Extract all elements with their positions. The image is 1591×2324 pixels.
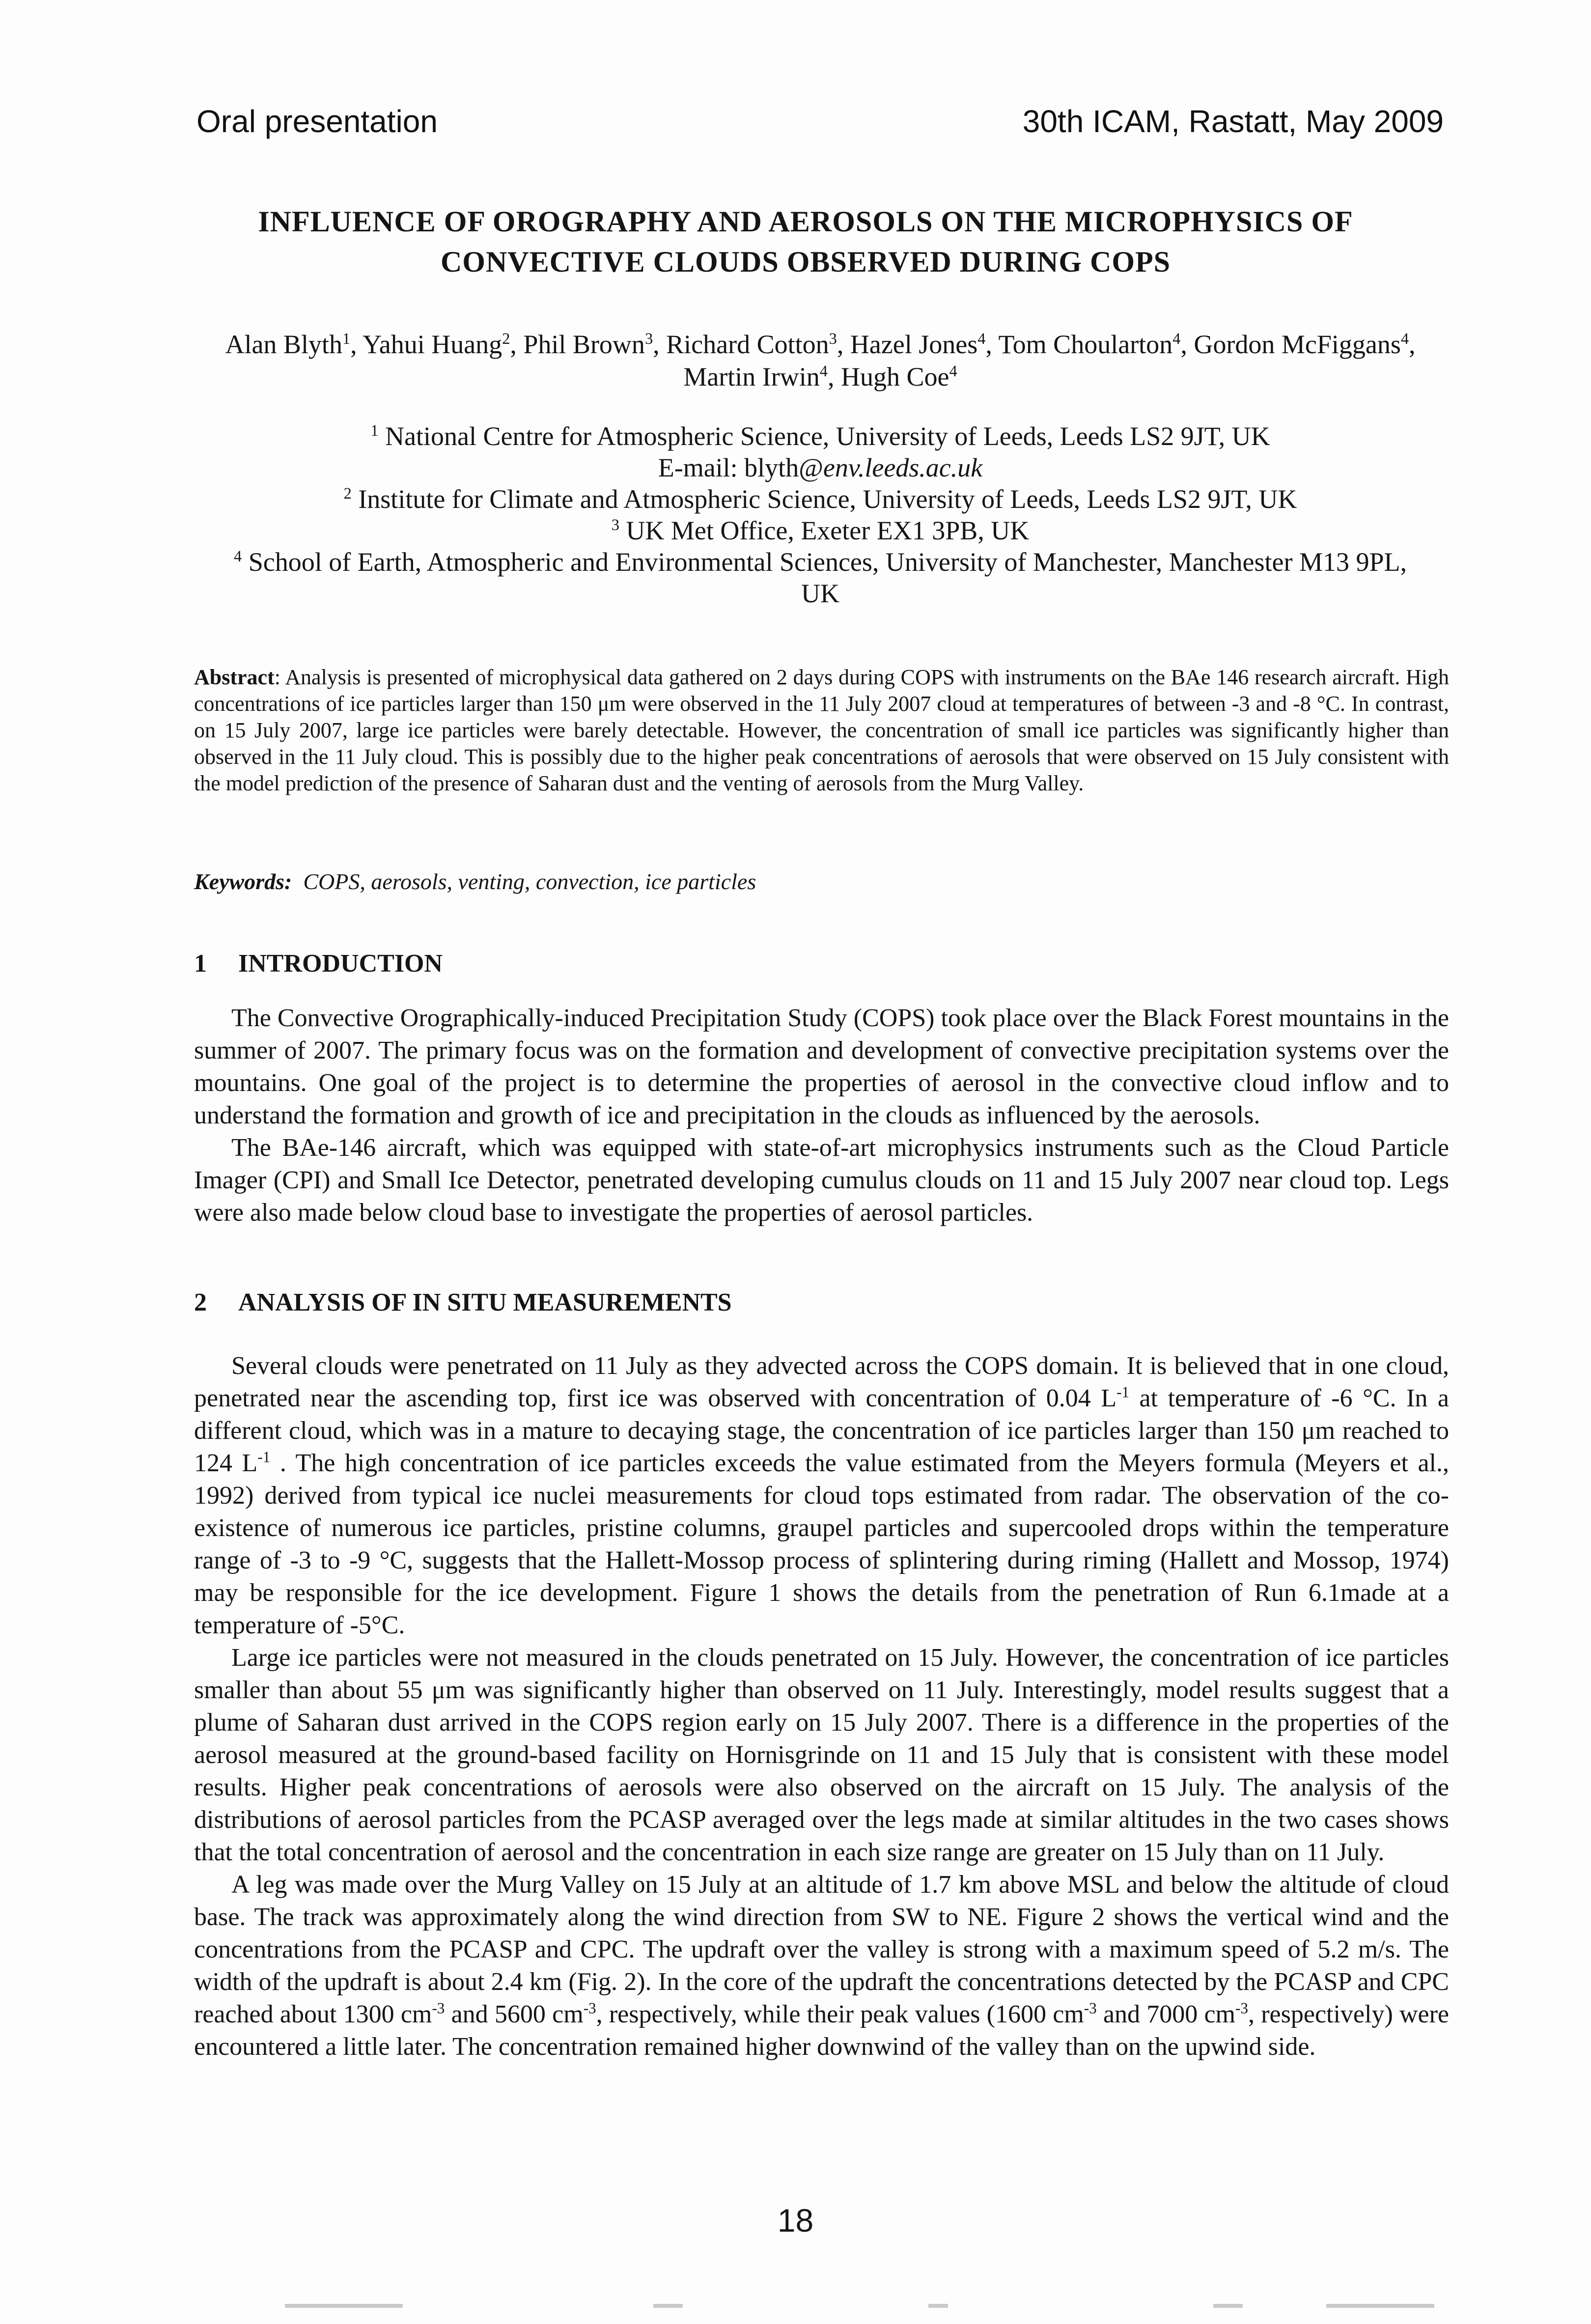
abstract [194,664,1449,797]
paragraph: Large ice particles were not measured in the clouds penetrated on 15 July. However, the concentration of ice particles smaller than about 55 μm was significantly higher than observed on 11 July. Interestingly, model results suggest that a plume of Saharan dust arrived in the COPS region early on 15 July 2007. There is a difference in the properties of the aerosol measured at the ground-based facility on Hornisgrinde on 11 and 15 July that is consistent with these model results. Higher peak concentrations of aerosols were also observed on the aircraft on 15 July. The analysis of the distributions of aerosol particles from the PCASP averaged over the legs made at similar altitudes in the two cases shows that the total concentration of aerosol and the concentration in each size range are greater on 15 July than on 11 July. [194,1644,1449,1866]
affiliation-1: $^1$ National Centre for Atmospheric Science, University of Leeds, Leeds LS2 9JT, UK [370,421,1270,451]
keywords-label: Keywords: [194,869,292,894]
affiliation-2: $^2$ Institute for Climate and Atmospheric Science, University of Leeds, Leeds LS2 9JT, UK [343,484,1297,514]
author: Alan Blyth [225,330,342,359]
author: Gordon McFiggans [1194,330,1401,359]
page-number: 18 [777,2202,814,2239]
paragraph: A leg was made over the Murg Valley on 15 July at an altitude of 1.7 km above MSL and below the altitude of cloud base. The track was approximately along the wind direction from SW to NE. Figure 2 shows the vertical wind and the concentrations from the PCASP and CPC. The updraft over the valley is strong with a maximum speed of 5.2 m/s. The width of the updraft is about 2.4 km (Fig. 2). In the core of the updraft the concentrations detected by the PCASP and CPC reached about 1300 $cm^{-3}$ and 5600 $cm^{-3}$, respectively, while their peak values (1600 $cm^{-3}$ and 7000 $cm^{-3}$, respectively) were encountered a little later. The concentration remained higher downwind of the valley than on the upwind side. [194,1871,1450,2061]
paragraph: Several clouds were penetrated on 11 July as they advected across the COPS domain. It is believed that in one cloud, penetrated near the ascending top, first ice was observed with concentration of 0.04 $L^{-1}$ at temperature of -6 °C. In a different cloud, which was in a mature to decaying stage, the concentration of ice particles larger than 150 μm reached to 124 $L^{-1}$ . The high concentration of ice particles exceeds the value estimated from the Meyers formula (Meyers et al., 1992) derived from typical ice nuclei measurements for cloud tops estimated from radar. The observation of the co-existence of numerous ice particles, pristine columns, graupel particles and supercooled drops within the temperature range of -3 to -9 °C, suggests that the Hallett-Mossop process of splintering during riming (Hallett and Mossop, 1974) may be responsible for the ice development. Figure 1 shows the details from the penetration of Run 6.1made at a temperature of -5°C. [194,1352,1449,1639]
keywords [194,868,1449,895]
scan-artifact [1326,2304,1434,2308]
author: Hazel Jones [850,330,978,359]
section-2-body [194,1350,1449,2063]
author: Yahui Huang [363,330,502,359]
scan-artifact [1213,2304,1243,2308]
author: Martin Irwin [683,362,820,392]
author: Richard Cotton [666,330,829,359]
affiliation-3: $^3$ UK Met Office, Exeter EX1 3PB, UK [611,516,1030,545]
paragraph: The Convective Orographically-induced Precipitation Study (COPS) took place over the Black Forest mountains in the summer of 2007. The primary focus was on the formation and development of convective precipitation systems over the mountains. One goal of the project is to determine the properties of aerosol in the convective cloud inflow and to understand the formation and growth of ice and precipitation in the clouds as influenced by the aerosols. [194,1004,1449,1129]
affiliation-4-cont: UK [801,579,839,608]
paper-title [187,201,1424,282]
scan-artifact [285,2304,403,2308]
title-line-1: INFLUENCE OF OROGRAPHY AND AEROSOLS ON THE MICROPHYSICS OF [258,205,1353,238]
section-1-heading: 1 INTRODUCTION [194,950,443,978]
abstract-text: : Analysis is presented of microphysical data gathered on 2 days during COPS with instruments on the BAe 146 research aircraft. High concentrations of ice particles larger than 150 μm were observed in the 11 July 2007 cloud at temperatures of between -3 and -8 °C. In contrast, on 15 July 2007, large ice particles were barely detectable. However, the concentration of small ice particles was significantly higher than observed in the 11 July cloud. This is possibly due to the higher peak concentrations of aerosols that were observed on 15 July consistent with the model prediction of the presence of Saharan dust and the venting of aerosols from the Murg Valley. [194,665,1449,795]
scan-artifact [653,2304,683,2308]
author: Tom Choularton [998,330,1173,359]
email-domain[interactable]: env.leeds.ac.uk [823,453,983,482]
author-list: Alan Blyth$^1$, Yahui Huang$^2$, Phil Brown$^3$, Richard Cotton$^3$, Hazel Jones$^4$, Tom Choularton$^4$, Gordon McFiggans$^4$, Martin Irwin$^4$, Hugh Coe$^4$ [225,330,1416,392]
header-left: Oral presentation [196,104,438,139]
title-line-2: CONVECTIVE CLOUDS OBSERVED DURING COPS [440,246,1171,278]
author: Hugh Coe [840,362,949,392]
paragraph: The BAe-146 aircraft, which was equipped with state-of-art microphysics instruments such as the Cloud Particle Imager (CPI) and Small Ice Detector, penetrated developing cumulus clouds on 11 and 15 July 2007 near cloud top. Legs were also made below cloud base to investigate the properties of aerosol particles. [194,1134,1449,1227]
affiliation-4: $^4$ School of Earth, Atmospheric and Environmental Sciences, University of Manchester, Manchester M13 9PL, [234,547,1407,577]
section-1-body [194,1002,1449,1229]
header-right: 30th ICAM, Rastatt, May 2009 [1022,104,1444,139]
keywords-text: COPS, aerosols, venting, convection, ice particles [303,869,756,894]
author: Phil Brown [523,330,645,359]
abstract-label: Abstract [194,665,275,689]
section-2-heading: 2 ANALYSIS OF IN SITU MEASUREMENTS [194,1288,732,1316]
affiliations [187,420,1454,609]
email-line: E-mail: blyth@env.leeds.ac.uk [658,453,983,482]
scan-artifact [928,2304,948,2308]
